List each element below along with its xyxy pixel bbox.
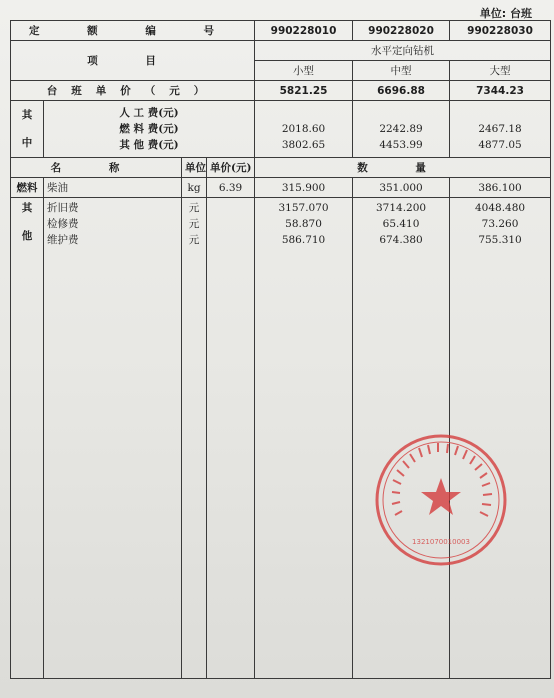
- other-group-label: 其 他: [11, 198, 44, 679]
- breakdown-labels: [44, 101, 255, 158]
- col-price: 单价(元): [207, 158, 255, 178]
- quota-sheet: [10, 20, 550, 698]
- maintenance-name: 维护费: [47, 234, 79, 246]
- fuel-price: 6.39: [207, 178, 255, 198]
- size-medium: 中型: [353, 61, 450, 81]
- seal-number: 1321070010003: [412, 538, 470, 546]
- breakdown-row: [11, 101, 551, 158]
- item-label-cell: [11, 41, 255, 81]
- size-small: 小型: [255, 61, 353, 81]
- quota-table: [10, 20, 551, 679]
- fuel-name: 柴油: [44, 178, 182, 198]
- code-label-cell: [11, 21, 255, 41]
- machine-name: 水平定向钻机: [255, 41, 551, 61]
- shift-price-large: 7344.23: [450, 81, 551, 101]
- item-label: 项 目: [87, 55, 178, 67]
- seal-star-icon: [421, 478, 461, 515]
- breakdown-small: 2018.60 3802.65: [255, 101, 353, 158]
- shift-price-medium: 6696.88: [353, 81, 450, 101]
- fuel-qty-large: 386.100: [450, 178, 551, 198]
- fuel-row: [11, 178, 551, 198]
- breakdown-group-label: 其 中: [11, 101, 44, 158]
- other-qty-small: 3157.070 58.870 586.710: [255, 198, 353, 679]
- other-qty-large: 4048.480 73.260 755.310: [450, 198, 551, 679]
- official-seal: [373, 432, 509, 568]
- fuel-qty-small: 315.900: [255, 178, 353, 198]
- breakdown-medium: 2242.89 4453.99: [353, 101, 450, 158]
- shift-price-label: 台班单价（元）: [11, 81, 255, 101]
- other-item-units: 元 元 元: [182, 198, 207, 679]
- size-large: 大型: [450, 61, 551, 81]
- code-2: 990228020: [353, 21, 450, 41]
- column-header-row: [11, 158, 551, 178]
- overhaul-name: 检修费: [47, 218, 79, 230]
- col-name: 名 称: [11, 158, 182, 178]
- shift-price-small: 5821.25: [255, 81, 353, 101]
- other-cost-label: 其 他 费(元): [119, 139, 179, 151]
- other-item-names: [44, 198, 182, 679]
- shift-price-row: [11, 81, 551, 101]
- code-3: 990228030: [450, 21, 551, 41]
- other-qty-medium: 3714.200 65.410 674.380: [353, 198, 450, 679]
- col-quantity: 数 量: [255, 158, 551, 178]
- fuel-qty-medium: 351.000: [353, 178, 450, 198]
- machine-row: [11, 41, 551, 61]
- fuel-cost-label: 燃 料 费(元): [119, 123, 179, 135]
- fuel-group: 燃料: [11, 178, 44, 198]
- code-row: [11, 21, 551, 41]
- other-item-prices: [207, 198, 255, 679]
- labor-cost-label: 人 工 费(元): [119, 107, 179, 119]
- col-unit: 单位: [182, 158, 207, 178]
- fuel-unit: kg: [182, 178, 207, 198]
- depreciation-name: 折旧费: [47, 202, 79, 214]
- code-1: 990228010: [255, 21, 353, 41]
- breakdown-large: 2467.18 4877.05: [450, 101, 551, 158]
- unit-label: 单位: 台班: [479, 7, 532, 20]
- code-label: 定 额 编 号: [29, 25, 236, 37]
